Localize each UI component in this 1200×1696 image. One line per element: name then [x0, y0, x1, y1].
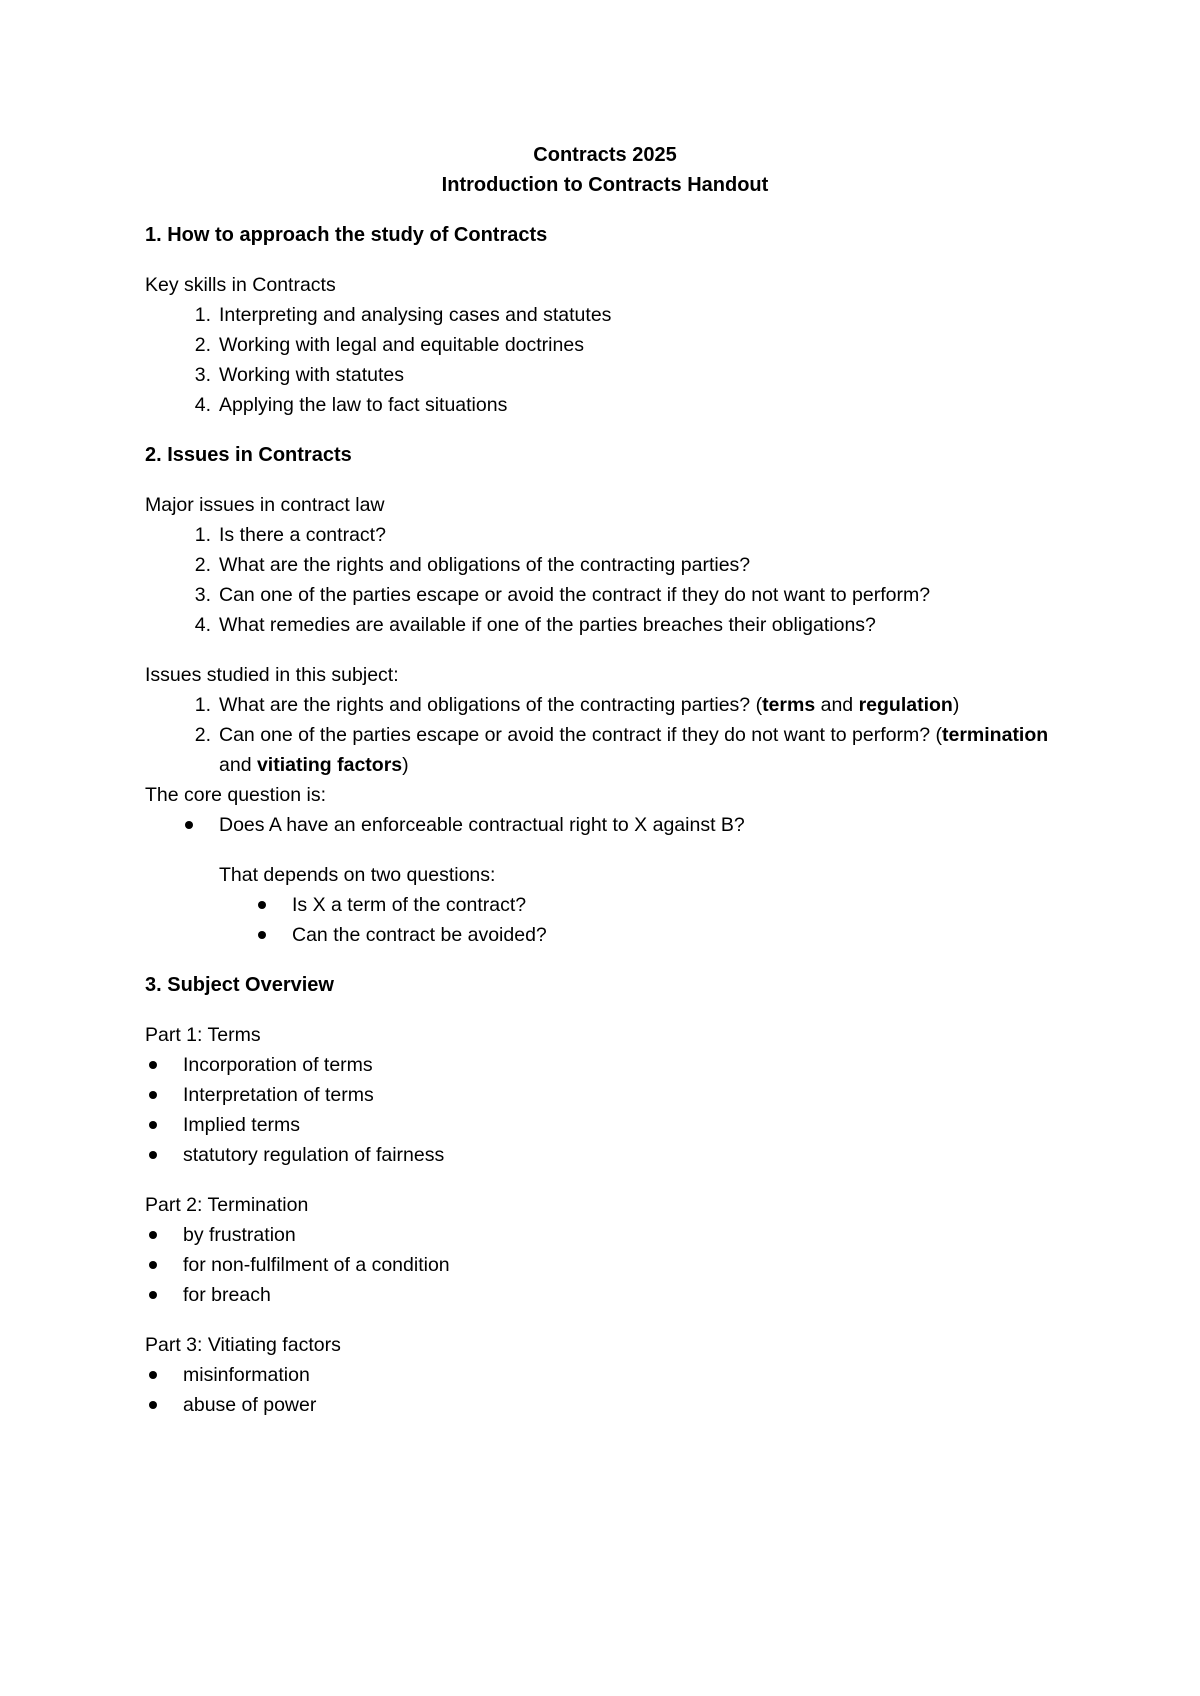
list-item-text: Is X a term of the contract? — [292, 894, 527, 916]
key-skills-list — [145, 300, 1065, 420]
bold-term: termination — [942, 724, 1049, 746]
list-item — [145, 810, 1065, 840]
list-item — [145, 550, 1065, 580]
list-item — [145, 720, 1065, 780]
section-3-heading: 3. Subject Overview — [145, 974, 334, 996]
list-item-text: Is there a contract? — [219, 524, 386, 546]
list-item-text: Does A have an enforceable contractual right to X against B? — [219, 814, 745, 836]
issues-studied-intro: Issues studied in this subject: — [145, 664, 399, 686]
list-item-text: for non-fulfilment of a condition — [183, 1254, 450, 1276]
list-item-text: Incorporation of terms — [183, 1054, 373, 1076]
core-question-list — [145, 810, 1065, 840]
part-3-list — [145, 1360, 1065, 1420]
list-item-text: Working with legal and equitable doctrines — [219, 334, 584, 356]
bullet-icon — [149, 1151, 157, 1159]
list-item — [145, 1390, 1065, 1420]
list-item-text: What are the rights and obligations of the contracting parties? (terms and regulation) — [219, 694, 960, 716]
list-number: 1. — [194, 304, 211, 326]
list-number: 2. — [194, 554, 211, 576]
list-number: 1. — [194, 524, 211, 546]
list-number: 2. — [194, 334, 211, 356]
part-2-label: Part 2: Termination — [145, 1194, 309, 1216]
list-item — [145, 1140, 1065, 1170]
list-item-text: Can the contract be avoided? — [292, 924, 547, 946]
list-item-text: for breach — [183, 1284, 271, 1306]
bullet-icon — [185, 821, 193, 829]
bold-term: vitiating factors — [256, 754, 403, 776]
list-item-text: Can one of the parties escape or avoid the contract if they do not want to perform? (termination and vitiating factors) — [219, 724, 1049, 776]
list-item — [145, 360, 1065, 390]
section-2-intro: Major issues in contract law — [145, 494, 385, 516]
list-item — [145, 390, 1065, 420]
list-item — [145, 610, 1065, 640]
list-item — [145, 890, 1065, 920]
core-question-intro: The core question is: — [145, 784, 327, 806]
bullet-icon — [149, 1261, 157, 1269]
document-title: Contracts 2025 — [533, 144, 677, 166]
list-item — [145, 580, 1065, 610]
list-item — [145, 520, 1065, 550]
list-item — [145, 300, 1065, 330]
list-item — [145, 920, 1065, 950]
list-item — [145, 690, 1065, 720]
bold-term: terms — [762, 694, 816, 716]
list-number: 4. — [194, 614, 211, 636]
list-item — [145, 1080, 1065, 1110]
part-3-label: Part 3: Vitiating factors — [145, 1334, 341, 1356]
bold-term: regulation — [858, 694, 953, 716]
part-2-list — [145, 1220, 1065, 1310]
bullet-icon — [149, 1091, 157, 1099]
list-number: 1. — [194, 694, 211, 716]
list-item — [145, 1280, 1065, 1310]
issues-studied-list — [145, 690, 1065, 780]
list-item-text: by frustration — [183, 1224, 296, 1246]
list-item-text: misinformation — [183, 1364, 310, 1386]
list-item — [145, 330, 1065, 360]
list-item-text: statutory regulation of fairness — [183, 1144, 445, 1166]
document-page — [145, 140, 1065, 1420]
bullet-icon — [149, 1061, 157, 1069]
list-item-text: Interpreting and analysing cases and statutes — [219, 304, 612, 326]
list-item — [145, 1220, 1065, 1250]
sub-questions-list — [145, 890, 1065, 950]
bullet-icon — [258, 931, 266, 939]
list-item — [145, 1110, 1065, 1140]
major-issues-list — [145, 520, 1065, 640]
list-item-text: Implied terms — [183, 1114, 301, 1136]
bullet-icon — [149, 1371, 157, 1379]
list-number: 4. — [194, 394, 211, 416]
list-item-text: Interpretation of terms — [183, 1084, 374, 1106]
part-1-list — [145, 1050, 1065, 1170]
list-item — [145, 1050, 1065, 1080]
bullet-icon — [149, 1121, 157, 1129]
list-item-text: Applying the law to fact situations — [219, 394, 508, 416]
list-number: 2. — [194, 724, 211, 746]
section-1-heading: 1. How to approach the study of Contracts — [145, 224, 548, 246]
bullet-icon — [149, 1291, 157, 1299]
part-1-label: Part 1: Terms — [145, 1024, 261, 1046]
depends-text: That depends on two questions: — [219, 864, 496, 886]
list-item-text: Can one of the parties escape or avoid the contract if they do not want to perform? — [219, 584, 931, 606]
list-item-text: What remedies are available if one of the parties breaches their obligations? — [219, 614, 876, 636]
bullet-icon — [149, 1401, 157, 1409]
bullet-icon — [258, 901, 266, 909]
bullet-icon — [149, 1231, 157, 1239]
list-number: 3. — [194, 364, 211, 386]
list-item — [145, 1360, 1065, 1390]
list-item-text: abuse of power — [183, 1394, 317, 1416]
list-number: 3. — [194, 584, 211, 606]
list-item — [145, 1250, 1065, 1280]
document-subtitle: Introduction to Contracts Handout — [441, 174, 769, 196]
list-item-text: What are the rights and obligations of the contracting parties? — [219, 554, 751, 576]
section-2-heading: 2. Issues in Contracts — [145, 444, 352, 466]
section-1-intro: Key skills in Contracts — [145, 274, 336, 296]
list-item-text: Working with statutes — [219, 364, 404, 386]
